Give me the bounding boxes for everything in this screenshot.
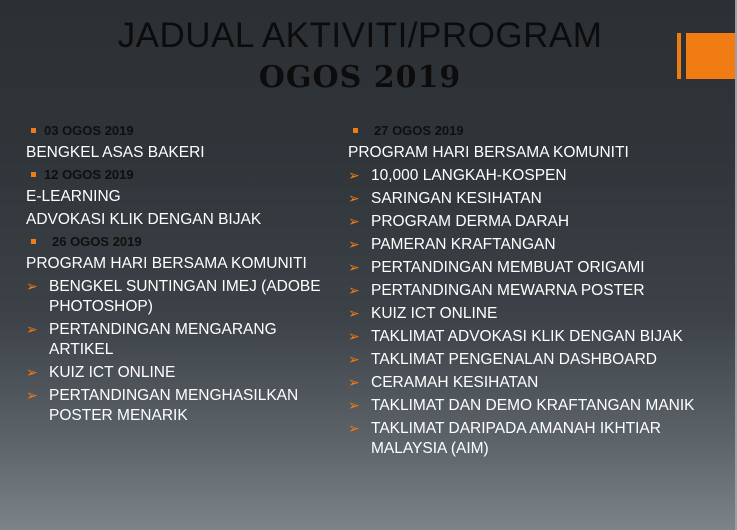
list-item-label: TAKLIMAT DAN DEMO KRAFTANGAN MANIK bbox=[371, 397, 695, 414]
list-item bbox=[348, 350, 718, 370]
list-item bbox=[26, 320, 342, 360]
square-bullet-icon bbox=[31, 239, 36, 244]
chevron-right-icon: ➢ bbox=[348, 237, 360, 253]
date-heading bbox=[26, 165, 342, 185]
chevron-right-icon: ➢ bbox=[348, 398, 360, 414]
date-label: 12 OGOS 2019 bbox=[44, 167, 134, 182]
accent-bar-block bbox=[686, 33, 735, 79]
slide-title: JADUAL AKTIVITI/PROGRAM bbox=[117, 16, 603, 55]
chevron-right-icon: ➢ bbox=[348, 421, 360, 437]
square-bullet-icon bbox=[31, 128, 36, 133]
activity-line: PROGRAM HARI BERSAMA KOMUNITI bbox=[348, 144, 629, 161]
list-item-label: PERTANDINGAN MEWARNA POSTER bbox=[371, 282, 645, 299]
date-label: 26 OGOS 2019 bbox=[52, 234, 142, 249]
square-bullet-icon bbox=[353, 128, 358, 133]
list-item-label: TAKLIMAT PENGENALAN DASHBOARD bbox=[371, 351, 657, 368]
accent-bar-thin bbox=[677, 33, 681, 79]
chevron-right-icon: ➢ bbox=[348, 260, 360, 276]
list-item-label: PERTANDINGAN MENGHASILKAN POSTER MENARIK bbox=[49, 387, 299, 424]
chevron-right-icon: ➢ bbox=[348, 214, 360, 230]
date-label: 27 OGOS 2019 bbox=[374, 123, 464, 138]
chevron-right-icon: ➢ bbox=[348, 329, 360, 345]
list-item bbox=[348, 212, 718, 232]
date-label: 03 OGOS 2019 bbox=[44, 123, 134, 138]
square-bullet-icon bbox=[31, 172, 36, 177]
chevron-right-icon: ➢ bbox=[348, 375, 360, 391]
list-item bbox=[348, 419, 718, 459]
chevron-right-icon: ➢ bbox=[348, 168, 360, 184]
chevron-right-icon: ➢ bbox=[26, 365, 38, 381]
activity-line: E-LEARNING bbox=[26, 188, 121, 205]
list-item bbox=[348, 304, 718, 324]
list-item bbox=[348, 235, 718, 255]
chevron-right-icon: ➢ bbox=[348, 191, 360, 207]
list-item-label: SARINGAN KESIHATAN bbox=[371, 190, 542, 207]
activity-line: PROGRAM HARI BERSAMA KOMUNITI bbox=[26, 255, 307, 272]
list-item bbox=[26, 363, 342, 383]
date-heading bbox=[26, 232, 342, 252]
chevron-right-icon: ➢ bbox=[26, 322, 38, 338]
left-column bbox=[26, 120, 342, 429]
activity-line: BENGKEL ASAS BAKERI bbox=[26, 144, 205, 161]
list-item-label: BENGKEL SUNTINGAN IMEJ (ADOBE PHOTOSHOP) bbox=[49, 278, 321, 315]
list-item-label: 10,000 LANGKAH-KOSPEN bbox=[371, 167, 567, 184]
list-item bbox=[26, 386, 342, 426]
activity-line: ADVOKASI KLIK DENGAN BIJAK bbox=[26, 211, 262, 228]
list-item-label: CERAMAH KESIHATAN bbox=[371, 374, 539, 391]
list-item-label: TAKLIMAT ADVOKASI KLIK DENGAN BIJAK bbox=[371, 328, 683, 345]
chevron-right-icon: ➢ bbox=[348, 352, 360, 368]
list-item bbox=[26, 277, 342, 317]
chevron-right-icon: ➢ bbox=[348, 306, 360, 322]
list-item-label: KUIZ ICT ONLINE bbox=[49, 364, 176, 381]
list-item bbox=[348, 258, 718, 278]
date-heading bbox=[26, 121, 342, 141]
list-item-label: KUIZ ICT ONLINE bbox=[371, 305, 498, 322]
list-item bbox=[348, 166, 718, 186]
list-item bbox=[348, 396, 718, 416]
list-item bbox=[348, 373, 718, 393]
chevron-right-icon: ➢ bbox=[26, 279, 38, 295]
list-item bbox=[348, 189, 718, 209]
right-column bbox=[348, 120, 718, 462]
list-item-label: TAKLIMAT DARIPADA AMANAH IKHTIAR MALAYSIA (AIM) bbox=[371, 420, 661, 457]
list-item bbox=[348, 281, 718, 301]
list-item-label: PERTANDINGAN MENGARANG ARTIKEL bbox=[49, 321, 277, 358]
list-item bbox=[348, 327, 718, 347]
list-item-label: PERTANDINGAN MEMBUAT ORIGAMI bbox=[371, 259, 645, 276]
chevron-right-icon: ➢ bbox=[26, 388, 38, 404]
slide-subtitle: OGOS 2019 bbox=[258, 60, 462, 95]
date-heading bbox=[348, 121, 718, 141]
chevron-right-icon: ➢ bbox=[348, 283, 360, 299]
list-item-label: PAMERAN KRAFTANGAN bbox=[371, 236, 556, 253]
list-item-label: PROGRAM DERMA DARAH bbox=[371, 213, 570, 230]
